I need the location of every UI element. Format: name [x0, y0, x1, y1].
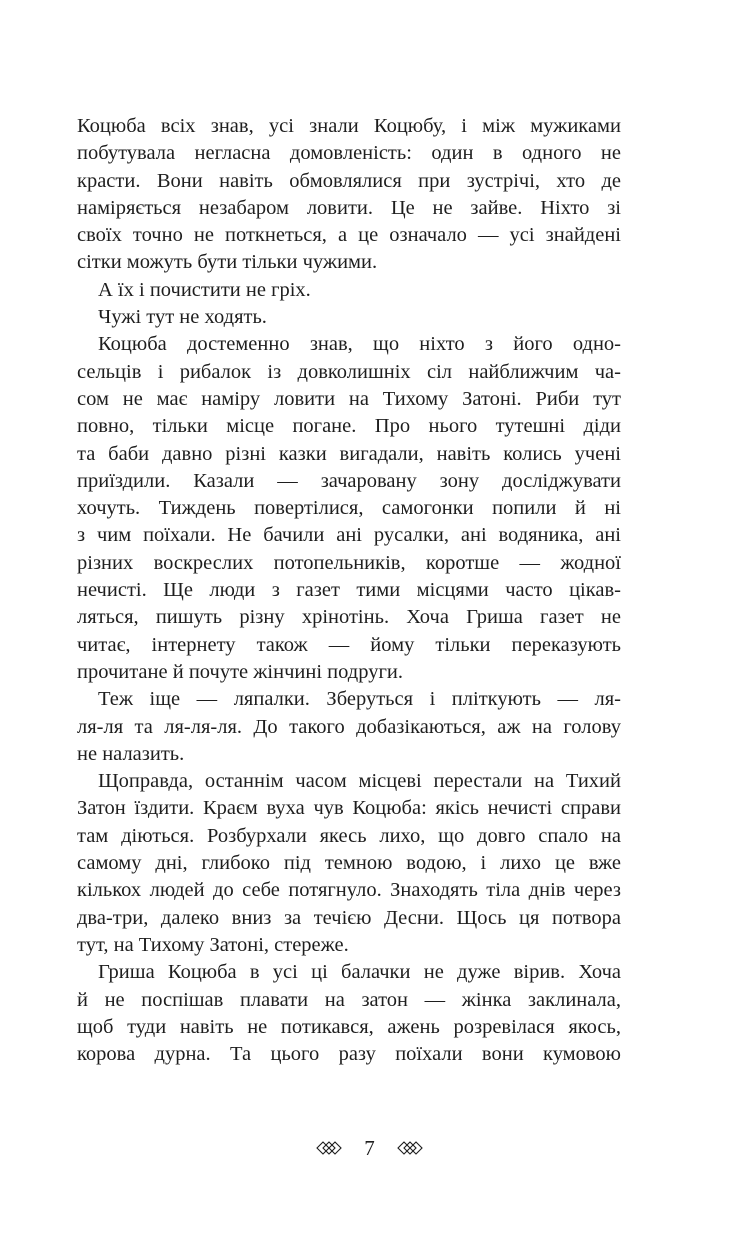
text-line: ля-ля та ля-ля-ля. До такого добазікаються, аж на голову	[77, 715, 621, 738]
text-line: самому дні, глибоко під темною водою, і лихо це вже	[77, 852, 621, 875]
text-line: ляться, пишуть різну хрінотінь. Хоча Гриша газет не	[77, 606, 621, 629]
text-line: й не поспішав плавати на затон — жінка заклинала,	[77, 988, 621, 1011]
text-line: повно, тільки місце погане. Про нього тутешні діди	[77, 415, 621, 438]
body-text	[77, 113, 621, 1068]
triple-diamond-ornament-icon	[397, 1141, 423, 1155]
text-line: не налазить.	[77, 742, 185, 765]
text-line: корова дурна. Та цього разу поїхали вони кумовою	[77, 1043, 621, 1066]
text-line: Коцюба всіх знав, усі знали Коцюбу, і між мужиками	[77, 115, 621, 137]
text-line: щоб туди навіть не потикався, ажень розревілася якось,	[77, 1015, 621, 1038]
text-line: побутувала негласна домовленість: один в одного не	[77, 142, 621, 165]
text-line: Коцюба достеменно знав, що ніхто з його одно-	[98, 333, 621, 356]
text-line: своїх точно не поткнеться, а це означало — усі знайдені	[77, 224, 621, 247]
text-line: два-три, далеко вниз за течією Десни. Щось ця потвора	[77, 906, 621, 929]
text-line: сом не має наміру ловити на Тихому Затоні. Риби тут	[77, 387, 621, 410]
text-line: наміряється незабаром ловити. Це не зайве. Ніхто зі	[77, 196, 621, 219]
text-line: А їх і почистити не гріх.	[98, 278, 311, 301]
text-line: різних воскреслих потопельників, коротше — жодної	[77, 551, 621, 574]
text-line: сітки можуть бути тільки чужими.	[77, 251, 378, 274]
text-line: там діються. Розбурхали якесь лихо, що довго спало на	[77, 824, 621, 847]
text-line: Чужі тут не ходять.	[98, 306, 267, 329]
text-line: тут, на Тихому Затоні, стереже.	[77, 933, 349, 956]
text-line: читає, інтернету також — йому тільки переказують	[77, 633, 621, 656]
text-line: Гриша Коцюба в усі ці балачки не дуже вірив. Хоча	[98, 961, 621, 984]
text-line: сельців і рибалок із довколишніх сіл найближчим ча-	[77, 360, 621, 383]
text-line: Затон їздити. Краєм вуха чув Коцюба: якісь нечисті справи	[77, 797, 621, 820]
text-line: з чим поїхали. Не бачили ані русалки, ані водяника, ані	[77, 524, 621, 547]
text-line: Теж іще — ляпалки. Зберуться і пліткують — ля-	[98, 688, 621, 711]
text-line: нечисті. Ще люди з газет тими місцями часто цікав-	[77, 579, 621, 602]
text-line: та баби давно різні казки вигадали, навіть колись учені	[77, 442, 621, 465]
text-line: Щоправда, останнім часом місцеві перестали на Тихий	[98, 770, 621, 793]
text-line: красти. Вони навіть обмовлялися при зустрічі, хто де	[77, 169, 621, 192]
text-line: кількох людей до себе потягнуло. Знаходять тіла днів через	[77, 879, 621, 902]
page-footer	[0, 1136, 739, 1160]
triple-diamond-ornament-icon	[316, 1141, 342, 1155]
text-line: прочитане й почуте жінчині подруги.	[77, 660, 403, 683]
page-number: 7	[364, 1136, 375, 1160]
text-line: приїздили. Казали — зачаровану зону досліджувати	[77, 469, 621, 492]
text-line: хочуть. Тиждень повертілися, самогонки попили й ні	[77, 497, 621, 520]
